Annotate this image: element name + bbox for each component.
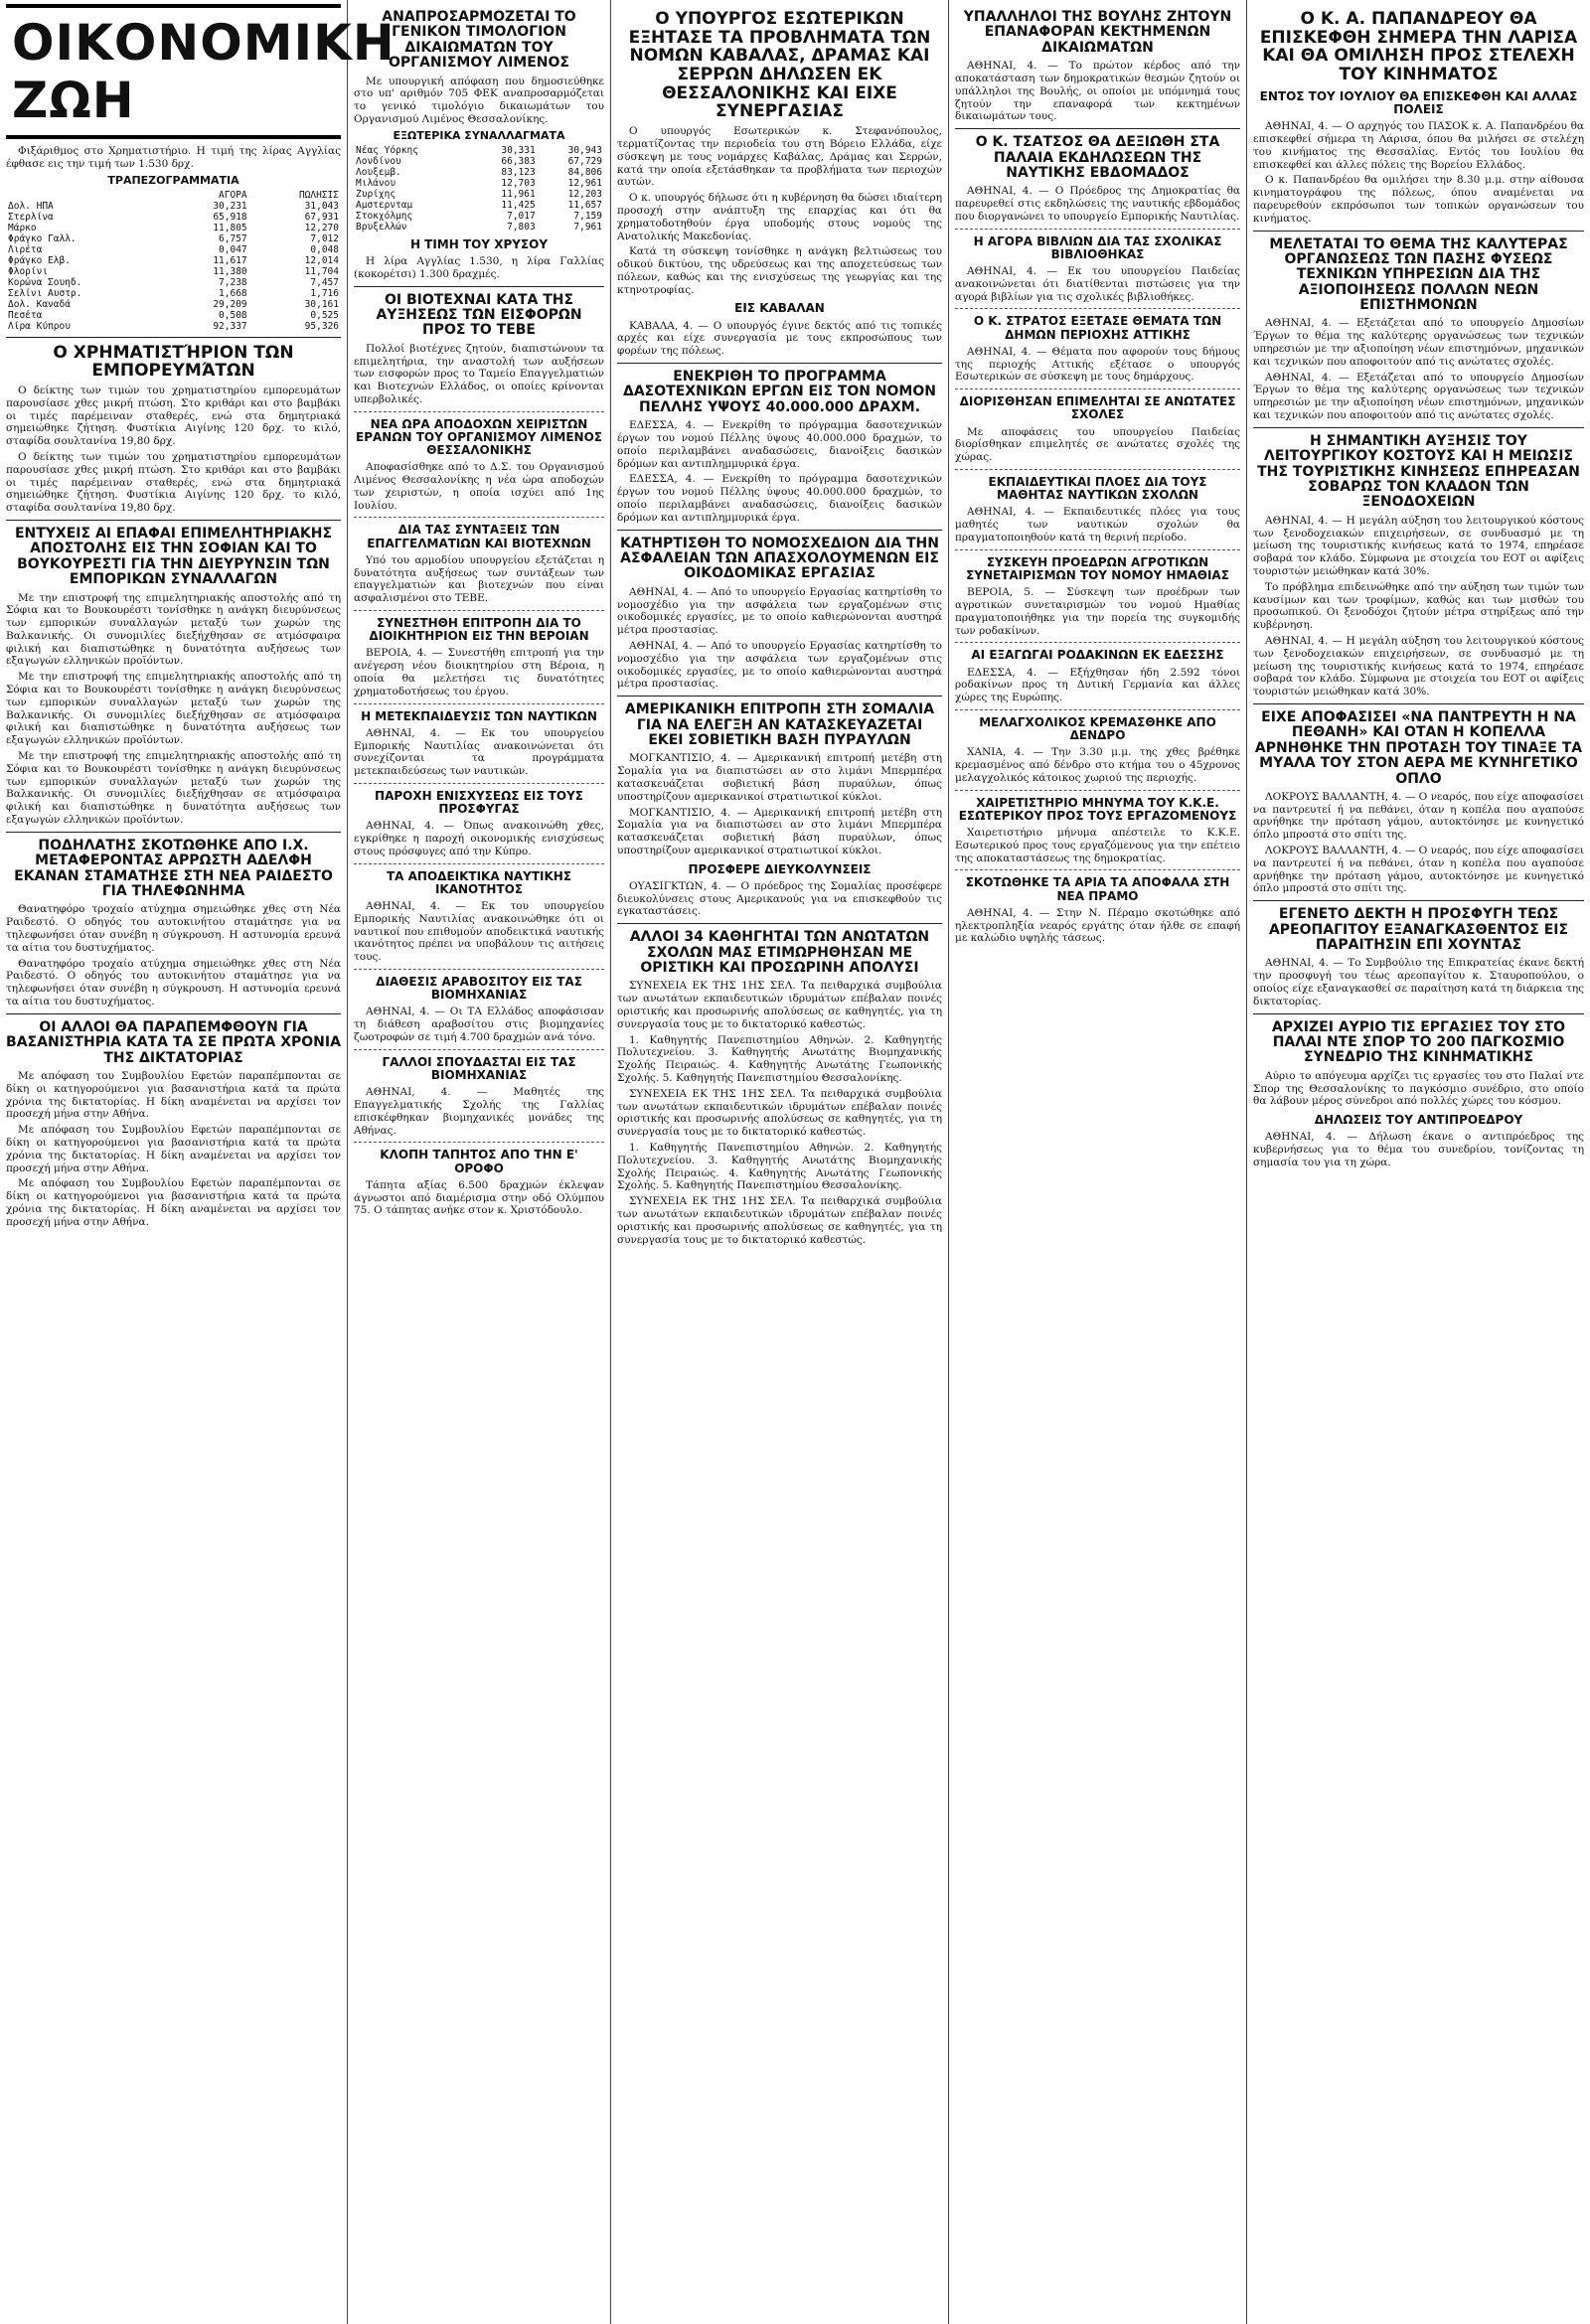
cyprus-text: Με την επιστροφή της επιμελητηριακής αποστολής από τη Σόφια και το Βουκουρέστι τονίσθηκε η ανάγκη διευρύνσεως των εμπορικών συναλλαγών μεταξύ των χωρών της Βαλκανικής. Οι συνομιλίες διεξήχθησαν σε ατμόσφαιρα φιλική και διαπιστώθηκε η δυνατότητα αυξήσεως των εξαγωγών ελληνικών προϊόντων. [6, 591, 341, 668]
table-cell: Στερλίνα [8, 211, 54, 223]
table-cell: Λουξεμβ. [356, 166, 401, 178]
nea-ora-text: Αποφασίσθηκε από το Δ.Σ. του Οργανισμού Λιμένος Θεσσαλονίκης η νέα ώρα αποδοχών των χειριστών, η οποία ισχύει από 1ης Ιουλίου. [354, 461, 604, 512]
table-cell: 12,203 [567, 188, 602, 200]
table-row [6, 212, 341, 223]
mhnyma-text: Χαιρετιστήριο μήνυμα απέστειλε το Κ.Κ.Ε. Εσωτερικού προς τους εργαζόμενους για την επέτειο της αποκαταστάσεως της δημοκρατίας. [955, 827, 1240, 864]
syskeyh-text: ΒΕΡΟΙΑ, 5. — Σύσκεψη των προέδρων των αγροτικών συνεταιρισμών του νομού Ημαθίας πραγματοποιήθηκε για την πορεία της συγκομιδής των ροδακίνων. [955, 586, 1240, 637]
table-cell: 31,043 [304, 200, 339, 212]
program-text-2: ΕΔΕΣΣΑ, 4. — Ενεκρίθη το πρόγραμμα δασοτεχνικών έργων του νομού Πέλλης ύψους 40.000.000 δραχμών, το οποίο περιλαμβάνει αναδασώσεις, διανοίξεις δασικών δρόμων και αντιπλημμυρικά έργα. [617, 473, 942, 524]
somalia-text: ΜΟΓΚΑΝΤΙΣΙΟ, 4. — Αμερικανική επιτροπή μετέβη στη Σομαλία για να διαπιστώσει αν στο λιμάνι Μπερμπέρα κατασκευάζεται σοβιετική βάση πυραύλων, όπως υποστηρίζουν αμερικανικοί στρατιωτικοί κύκλοι. [617, 752, 942, 803]
table-cell: Ζυρίχης [356, 188, 397, 200]
table-header-row [6, 190, 341, 201]
table-row [354, 200, 604, 211]
table-row [354, 156, 604, 167]
masthead: ΟΙΚΟΝΟΜΙΚΗ ΖΩΗ [6, 4, 341, 139]
table-cell: 11,704 [304, 265, 339, 277]
patera-text: ΛΟΚΡΟΥΣ ΒΑΛΛΑΝΤΗ, 4. — Ο νεαρός, που είχε αποφασίσει να παντρευτεί ή να πεθάνει, όταν η κοπέλα που αγαπούσε αρνήθηκε την πρόταση γάμου, αυτοκτόνησε με κυνηγετικό όπλο μπροστά στο σπίτι της. [1253, 790, 1584, 842]
diorism-text: Με αποφάσεις του υπουργείου Παιδείας διορίσθηκαν επιμελητές σε ανώτατες σχολές της χώρας. [955, 425, 1240, 464]
gallia-text: ΑΘΗΝΑΙ, 4. — Μαθητές της Επαγγελματικής Σχολής της Γαλλίας επισκέφθηκαν βιομηχανικές μονάδες της Αθήνας. [354, 1086, 604, 1137]
table-cell: 30,231 [213, 200, 247, 212]
column-5 [1247, 0, 1590, 2324]
torturers-text-3: Με απόφαση του Συμβουλίου Εφετών παραπέμπονται σε δίκη οι κατηγορούμενοι για βασανιστήρια κατά τα πρώτα χρόνια της δικτατορίας. Η δίκη αναμένεται να αρχίσει τον προσεχή μήνα στην Αθήνα. [6, 1177, 341, 1228]
headline-rodakina: ΑΙ ΕΞΑΓΩΓΑΙ ΡΟΔΑΚΙΝΩΝ ΕΚ ΕΔΕΣΣΗΣ [971, 648, 1224, 663]
kalytera-text: ΑΘΗΝΑΙ, 4. — Εξετάζεται από το υπουργείο Δημοσίων Έργων το θέμα της καλύτερης οργανώσεως των τεχνικών υπηρεσιών με την αξιοποίηση νέων επιστημόνων, μηχανικών και τεχνικών που αποφοιτούν από τις ανώτατες σχολές. [1253, 317, 1584, 368]
stratos-text: ΑΘΗΝΑΙ, 4. — Θέματα που αφορούν τους δήμους της περιοχής Αττικής εξέτασε ο υπουργός Εσωτερικών σε σύσκεψη με τους δημάρχους. [955, 345, 1240, 384]
table-cell: Σελίνι Αυστρ. [8, 287, 82, 299]
column-2 [348, 0, 611, 2324]
table-row [6, 201, 341, 212]
metekp-text: ΑΘΗΝΑΙ, 4. — Εκ του υπουργείου Εμπορικής Ναυτιλίας ανακοινώνεται ότι συνεχίζονται τα προγράμματα μετεκπαιδεύσεως των ναυτικών. [354, 726, 604, 778]
table-row [354, 167, 604, 178]
table-cell: Μιλάνου [356, 177, 397, 189]
table-row [354, 211, 604, 222]
column-3 [611, 0, 949, 2324]
kavala-text: ΚΑΒΑΛΑ, 4. — Ο υπουργός έγινε δεκτός από τις τοπικές αρχές και είχε συνεργασία με τους εκπροσώπους των φορέων της πόλεως. [617, 319, 942, 358]
tsatsos-text: ΑΘΗΝΑΙ, 4. — Ο Πρόεδρος της Δημοκρατίας θα παρευρεθεί στις εκδηλώσεις της ναυτικής εβδομάδος που διοργανώνει το υπουργείο Εμπορικής Ναυτιλίας. [955, 185, 1240, 223]
headline-cyprus: ΕΝΤΥΧΕΙΣ ΑΙ ΕΠΑΦΑΙ ΕΠΙΜΕΛΗΤΗΡΙΑΚΗΣ ΑΠΟΣΤΟΛΗΣ ΕΙΣ ΤΗΝ ΣΟΦΙΑΝ ΚΑΙ ΤΟ ΒΟΥΚΟΥΡΕΣΤΙ ΓΙΑ ΤΗΝ ΔΙΕΥΡΥΝΣΙΝ ΤΩΝ ΕΜΠΟΡΙΚΩΝ ΣΥΝΑΛΛΑΓΩΝ [14, 525, 333, 588]
table-cell: 11,617 [213, 254, 247, 266]
ayxhseis-text-2: Το πρόβλημα επιδεινώθηκε από την αύξηση των τιμών των καυσίμων και των τροφίμων, καθώς και των μισθών του προσωπικού. Οι ξενοδόχοι ζητούν μέτρα στηρίξεως από την κυβέρνηση. [1253, 580, 1584, 632]
rodakina-text: ΕΔΕΣΣΑ, 4. — Εξήχθησαν ήδη 2.592 τόνοι ροδακίνων προς τη Δυτική Γερμανία και άλλες χώρες της Ευρώπης. [955, 666, 1240, 704]
table-cell: 12,270 [304, 222, 339, 233]
table-cell: 7,159 [573, 210, 602, 222]
headline-dhlwseis: ΔΗΛΩΣΕΙΣ ΤΟΥ ΑΝΤΙΠΡΟΕΔΡΟΥ [1314, 1113, 1523, 1128]
papandreou-text: ΑΘΗΝΑΙ, 4. — Ο αρχηγός του ΠΑΣΟΚ κ. Α. Παπανδρέου θα επισκεφθεί σήμερα τη Λάρισα, όπου θα μιλήσει σε στελέχη του κινήματος της Θεσσαλίας. Εντός του Ιουλίου θα επισκεφθεί και άλλες πόλεις της Βορείου Ελλάδος. [1253, 120, 1584, 171]
headline-synedrio: ΑΡΧΙΖΕΙ ΑΥΡΙΟ ΤΙΣ ΕΡΓΑΣΙΕΣ ΤΟΥ ΣΤΟ ΠΑΛΑΙ ΝΤΕ ΣΠΟΡ ΤΟ 200 ΠΑΓΚΟΣΜΙΟ ΣΥΝΕΔΡΙΟ ΤΗΣ ΚΙΝΗΜΑΤΙΚΗΣ [1271, 1018, 1566, 1066]
headline-torturers: ΟΙ ΑΛΛΟΙ ΘΑ ΠΑΡΑΠΕΜΦΘΟΥΝ ΓΙΑ ΒΑΣΑΝΙΣΤΗΡΙΑ ΚΑΤΑ ΤΑ ΣΕ ΠΡΩΤΑ ΧΡΟΝΙΑ ΤΗΣ ΔΙΚΤΑΤΟΡΙΑΣ [6, 1018, 341, 1066]
headline-melagx: ΜΕΛΑΓΧΟΛΙΚΟΣ ΚΡΕΜΑΣΘΗΚΕ ΑΠΟ ΔΕΝΔΡΟ [979, 714, 1216, 743]
gold-text: Η λίρα Αγγλίας 1.530, η λίρα Γαλλίας (κοκορέτσι) 1.300 δραχμές. [354, 254, 604, 280]
table-cell: 30,331 [501, 144, 536, 156]
table-row [6, 266, 341, 277]
torturers-text: Με απόφαση του Συμβουλίου Εφετών παραπέμπονται σε δίκη οι κατηγορούμενοι για βασανιστήρια κατά τα πρώτα χρόνια της δικτατορίας. Η δίκη αναμένεται να αρχίσει τον προσεχή μήνα στην Αθήνα. [6, 1069, 341, 1121]
table-cell: 7,017 [507, 210, 536, 222]
table-row [354, 145, 604, 156]
headline-patera: ΕΙΧΕ ΑΠΟΦΑΣΙΣΕΙ «ΝΑ ΠΑΝΤΡΕΥΤΗ Η ΝΑ ΠΕΘΑΝΗ» ΚΑΙ ΟΤΑΝ Η ΚΟΠΕΛΛΑ ΑΡΝΗΘΗΚΕ ΤΗΝ ΠΡΟΤΑΣΗ ΤΟΥ ΤΙΝΑΞΕ ΤΑ ΜΥΑΛΑ ΤΟΥ ΣΤΟΝ ΑΕΡΑ ΜΕ ΚΥΝΗΓΕΤΙΚΟ ΟΠΛΟ [1254, 708, 1583, 787]
table-cell: 67,729 [567, 155, 602, 167]
papandreou-text-2: Ο κ. Παπανδρέου θα ομιλήσει την 8.30 μ.μ. στην αίθουσα κινηματογράφου της πόλεως, όπου αναμένεται να παρευρεθούν εκπρόσωποι των τοπικών οργανώσεων του κινήματος. [1253, 174, 1584, 225]
table-row [6, 244, 341, 255]
table-row [6, 299, 341, 310]
table-header-cell [6, 190, 169, 201]
headline-bourse: Ο ΧΡΗΜΑΤΙΣΤΉΡΙΟΝ ΤΩΝ ΕΜΠΟΡΕΥΜΆΤΩΝ [53, 342, 294, 382]
table-cell: 11,657 [567, 199, 602, 211]
prosfere-text: ΟΥΑΣΙΓΚΤΩΝ, 4. — Ο πρόεδρος της Σομαλίας προσέφερε διευκολύνσεις στους Αμερικανούς για να επισκεφθούν τις εγκαταστάσεις. [617, 879, 942, 918]
table-cell: 7,238 [219, 276, 247, 288]
table-cell: 30,943 [567, 144, 602, 156]
crash-text-2: Θανατηφόρο τροχαίο ατύχημα σημειώθηκε χθες στη Νέα Ραιδεστό. Ο οδηγός του αυτοκινήτου σταμάτησε για να τηλεφωνήσει όταν συνέβη η σύγκρουση. Η αστυνομία ερευνά τα αίτια του δυστυχήματος. [6, 957, 341, 1007]
headline-kloph: ΚΛΟΠΗ ΤΑΠΗΤΟΣ ΑΠΟ ΤΗΝ Ε' ΟΡΟΦΟ [380, 1148, 578, 1175]
headline-gallia: ΓΑΛΛΟΙ ΣΠΟΥΔΑΣΤΑΙ ΕΙΣ ΤΑΣ ΒΙΟΜΗΧΑΝΙΑΣ [382, 1054, 576, 1083]
program-text: ΕΔΕΣΣΑ, 4. — Ενεκρίθη το πρόγραμμα δασοτεχνικών έργων του νομού Πέλλης ύψους 40.000.000 δραχμών, το οποίο περιλαμβάνει αναδασώσεις, διανοίξεις δασικών δρόμων και αντιπλημμυρικά έργα. [617, 419, 942, 470]
table-cell: 7,961 [573, 221, 602, 232]
bourse-text: Ο δείκτης των τιμών του χρηματιστηρίου εμπορευμάτων παρουσίασε χθες μικρή πτώση. Στο κριθάρι και στο βαμβάκι οι τιμές παρέμειναν σταθερές, ενώ στα δημητριακά σημειώθηκε ζήτηση. Φυστίκια Αιγίνης 120 δρχ. το κιλό, σταφίδα σουλτανίνα 19,80 δρχ. [6, 384, 341, 448]
rates-title: ΤΡΑΠΕΖΟΓΡΑΜΜΑΤΙΑ [107, 173, 239, 187]
table-cell: Λονδίνου [356, 155, 401, 167]
table-cell: Φράγκο Γαλλ. [8, 232, 77, 244]
table-cell: 84,806 [567, 166, 602, 178]
kalytera-text-2: ΑΘΗΝΑΙ, 4. — Εξετάζεται από το υπουργείο Δημοσίων Έργων το θέμα της καλύτερης οργανώσεως των τεχνικών υπηρεσιών με την αξιοποίηση νέων επιστημόνων, μηχανικών και τεχνικών που αποφοιτούν από τις ανώτατες σχολές. [1253, 371, 1584, 422]
table-cell: Πεσέτα [8, 309, 43, 321]
kloph-text: Τάπητα αξίας 6.500 δραχμών έκλεψαν άγνωστοι από διαμέρισμα στην οδό Ολύμπου 75. Ο τάπητας ανήκε στον κ. Χριστόδουλο. [354, 1178, 604, 1217]
table-cell: 67,931 [304, 211, 339, 223]
somalia-text-2: ΜΟΓΚΑΝΤΙΣΙΟ, 4. — Αμερικανική επιτροπή μετέβη στη Σομαλία για να διαπιστώσει αν στο λιμάνι Μπερμπέρα κατασκευάζεται σοβιετική βάση πυραύλων, όπως υποστηρίζουν αμερικανικοί στρατιωτικοί κύκλοι. [617, 806, 942, 856]
dhlwseis-text: ΑΘΗΝΑΙ, 4. — Δήλωση έκανε ο αντιπρόεδρος της κυβερνήσεως για το θέμα του συνεδρίου, τονίζοντας τη σημασία του για τη χώρα. [1253, 1131, 1584, 1168]
table-cell: Φλορίνι [8, 265, 49, 277]
table-cell: 11,380 [213, 265, 247, 277]
headline-ekpaid: ΕΚΠΑΙΔΕΥΤΙΚΑΙ ΠΛΟΕΣ ΔΙΑ ΤΟΥΣ ΜΑΘΗΤΑΣ ΝΑΥΤΙΚΩΝ ΣΧΟΛΩΝ [988, 475, 1207, 503]
table-row [6, 223, 341, 233]
table-cell: 7,457 [310, 276, 339, 288]
paroxi-text: ΑΘΗΝΑΙ, 4. — Όπως ανακοινώθη χθες, εγκρίθηκε η παροχή οικονομικής ενισχύσεως στους πρόσφυγες από την Κύπρο. [354, 820, 604, 857]
table-cell: 12,014 [304, 254, 339, 266]
table-cell: 0,508 [219, 309, 247, 321]
table-cell: 12,961 [567, 177, 602, 189]
headline-paroxi: ΠΑΡΟΧΗ ΕΝΙΣΧΥΣΕΩΣ ΕΙΣ ΤΟΥΣ ΠΡΟΣΦΥΓΑΣ [375, 788, 583, 817]
biotech-text: Πολλοί βιοτέχνες ζητούν, διαπιστώνουν τα επιμελητήρια, την αναστολή των αυξήσεων των εισφορών προς το Ταμείο Επαγγελματιών και Βιοτεχνών Ελλάδος, οι οποίες κρίνονται υπερβολικές. [354, 342, 604, 405]
arab-text: ΑΘΗΝΑΙ, 4. — Οι ΤΑ Ελλάδος αποφάσισαν τη διάθεση αραβοσίτου στις βιομηχανίες ζωοτροφών σε τιμή 4.700 δραχμών ανά τόνο. [354, 1006, 604, 1044]
table-cell: 83,123 [501, 166, 536, 178]
cyprus-text-2: Με την επιστροφή της επιμελητηριακής αποστολής από τη Σόφια και το Βουκουρέστι τονίσθηκε η ανάγκη διευρύνσεως των εμπορικών συναλλαγών μεταξύ των χωρών της Βαλκανικής. Οι συνομιλίες διεξήχθησαν σε ατμόσφαιρα φιλική και διαπιστώθηκε η δυνατότητα αυξήσεως των εξαγωγών ελληνικών προϊόντων. [6, 671, 341, 747]
minister-text-3: Κατά τη σύσκεψη τονίσθηκε η ανάγκη βελτιώσεως του οδικού δικτύου, της υδρεύσεως και της αποχετεύσεως των πόλεων, καθώς και της ενισχύσεως της γεωργίας και της κτηνοτροφίας. [617, 245, 942, 296]
headline-program: ΕΝΕΚΡΙΘΗ ΤΟ ΠΡΟΓΡΑΜΜΑ ΔΑΣΟΤΕΧΝΙΚΩΝ ΕΡΓΩΝ ΕΙΣ ΤΟΝ ΝΟΜΟΝ ΠΕΛΛΗΣ ΥΨΟΥΣ 40.000.000 ΔΡΑΧΜ. [623, 369, 936, 415]
headline-biotech: ΟΙ ΒΙΟΤΕΧΝΑΙ ΚΑΤΑ ΤΗΣ ΑΥΞΗΣΕΩΣ ΤΩΝ ΕΙΣΦΟΡΩΝ ΠΡΟΣ ΤΟ ΤΕΒΕ [376, 291, 582, 339]
headline-crash: ΠΟΔΗΛΑΤΗΣ ΣΚΟΤΩΘΗΚΕ ΑΠΟ Ι.Χ. ΜΕΤΑΦΕΡΟΝΤΑΣ ΑΡΡΩΣΤΗ ΑΔΕΛΦΗ ΕΚΑΝΑΝ ΣΤΑΜΑΤΗΣΕ ΣΤΗ ΝΕΑ ΡΑΙΔΕΣΤΟ ΓΙΑ ΤΗΛΕΦΩΝΗΜΑ [14, 837, 333, 900]
table-row [354, 178, 604, 189]
kathig-text: ΣΥΝΕΧΕΙΑ ΕΚ ΤΗΣ 1ΗΣ ΣΕΛ. Τα πειθαρχικά συμβούλια των ανωτάτων εκπαιδευτικών ιδρυμάτων επέβαλαν ποινές οριστικής και προσωρινής απολύσεως σε καθηγητές, για τη συνεργασία τους με το δικτατορικό καθεστώς. [617, 980, 942, 1030]
headline-minister: Ο ΥΠΟΥΡΓΟΣ ΕΣΩΤΕΡΙΚΩΝ ΕΞΗΤΑΣΕ ΤΑ ΠΡΟΒΛΗΜΑΤΑ ΤΩΝ ΝΟΜΩΝ ΚΑΒΑΛΑΣ, ΔΡΑΜΑΣ ΚΑΙ ΣΕΡΡΩΝ ΔΗΛΩΣΕΝ ΕΚ ΘΕΣΣΑΛΟΝΙΚΗΣ ΚΑΙ ΕΙΧΕ ΣΥΝΕΡΓΑΣΙΑΣ [628, 9, 931, 122]
headline-tsatsos: Ο Κ. ΤΣΑΤΣΟΣ ΘΑ ΔΕΞΙΩΘΗ ΣΤΑ ΠΑΛΑΙΑ ΕΚΔΗΛΩΣΕΩΝ ΤΗΣ ΝΑΥΤΙΚΗΣ ΕΒΔΟΜΑΔΟΣ [975, 134, 1220, 181]
subheadline-papandreou: ΕΝΤΟΣ ΤΟΥ ΙΟΥΛΙΟΥ ΘΑ ΕΠΙΣΚΕΦΘΗ ΚΑΙ ΑΛΛΑΣ ΠΟΛΕΙΣ [1259, 88, 1578, 116]
table-cell: Δολ. Καναδά [8, 298, 71, 310]
headline-vivlia: Η ΑΓΟΡΑ ΒΙΒΛΙΩΝ ΔΙΑ ΤΑΣ ΣΧΟΛΙΚΑΣ ΒΙΒΛΙΟΘΗΚΑΣ [973, 233, 1222, 261]
headline-prosfere: ΠΡΟΣΦΕΡΕ ΔΙΕΥΚΟΛΥΝΣΕΙΣ [688, 861, 872, 876]
nomosx-text: ΑΘΗΝΑΙ, 4. — Από το υπουργείο Εργασίας κατηρτίσθη το νομοσχέδιο για την ασφάλεια των εργαζομένων στις οικοδομικές εργασίες, με το οποίο καθιερώνονται αυστηρά μέτρα προστασίας. [617, 585, 942, 637]
table-cell: 92,337 [213, 320, 247, 332]
table-header-cell: ΑΓΟΡΑ [219, 189, 247, 201]
fx-title: ΕΞΩΤΕΡΙΚΑ ΣΥΝΑΛΛΑΓΜΑΤΑ [393, 128, 565, 142]
table-cell: Λιρέτα [8, 243, 43, 255]
fx-table [354, 145, 604, 232]
table-cell: Κορώνα Σουηδ. [8, 276, 82, 288]
table-cell: 29,209 [213, 298, 247, 310]
headline-papandreou: Ο Κ. Α. ΠΑΠΑΝΔΡΕΟΥ ΘΑ ΕΠΙΣΚΕΦΘΗ ΣΗΜΕΡΑ ΤΗΝ ΛΑΡΙΣΑ ΚΑΙ ΘΑ ΟΜΙΛΗΣΗ ΠΡΟΣ ΣΤΕΛΕΧΗ ΤΟΥ ΚΙΝΗΜΑΤΟΣ [1259, 9, 1578, 85]
headline-anaprosarm: ΑΝΑΠΡΟΣΑΡΜΟΖΕΤΑΙ ΤΟ ΓΕΝΙΚΟΝ ΤΙΜΟΛΟΓΙΟΝ ΔΙΚΑΙΩΜΑΤΩΝ ΤΟΥ ΟΡΓΑΝΙΣΜΟΥ ΛΙΜΕΝΟΣ [382, 9, 576, 72]
headline-tameia: ΔΙΑ ΤΑΣ ΣΥΝΤΑΞΕΙΣ ΤΩΝ ΕΠΑΓΓΕΛΜΑΤΙΩΝ ΚΑΙ ΒΙΟΤΕΧΝΩΝ [367, 523, 591, 550]
minister-text-1: Ο υπουργός Εσωτερικών κ. Στεφανόπουλος, τερματίζοντας την περιοδεία του στη Βόρειο Ελλάδα, είχε σύσκεψη με τους νομάρχες Καβάλας, Δράμας και Σερρών, κατά την οποία εξετάσθηκαν τα προβλήματα των περιοχών αυτών. [617, 125, 942, 189]
torturers-text-2: Με απόφαση του Συμβουλίου Εφετών παραπέμπονται σε δίκη οι κατηγορούμενοι για βασανιστήρια κατά τα πρώτα χρόνια της δικτατορίας. Η δίκη αναμένεται να αρχίσει τον προσεχή μήνα στην Αθήνα. [6, 1124, 341, 1174]
minister-text-2: Ο κ. υπουργός δήλωσε ότι η κυβέρνηση θα δώσει ιδιαίτερη προσοχή στην ανάπτυξη της επαρχίας και ότι θα χρηματοδοτηθούν έργα υποδομής στους νομούς της Ανατολικής Μακεδονίας. [617, 192, 942, 242]
headline-somalia: ΑΜΕΡΙΚΑΝΙΚΗ ΕΠΙΤΡΟΠΗ ΣΤΗ ΣΟΜΑΛΙΑ ΓΙΑ ΝΑ ΕΛΕΓΞΗ ΑΝ ΚΑΤΑΣΚΕΥΑΖΕΤΑΙ ΕΚΕΙ ΣΟΒΙΕΤΙΚΗ ΒΑΣΗ ΠΥΡΑΥΛΩΝ [624, 701, 935, 748]
synest-text: ΒΕΡΟΙΑ, 4. — Συνεστήθη επιτροπή για την ανέγερση νέου διοικητηρίου στη Βέροια, η οποία θα μελετήσει τις δυνατότητες χρηματοδοτήσεως του έργου. [354, 647, 604, 697]
vivlia-text: ΑΘΗΝΑΙ, 4. — Εκ του υπουργείου Παιδείας ανακοινώνεται ότι διατίθενται πιστώσεις για την αγορά βιβλίων για τις σχολικές βιβλιοθήκες. [955, 265, 1240, 303]
table-row [354, 189, 604, 200]
headline-nomosx: ΚΑΤΗΡΤΙΣΘΗ ΤΟ ΝΟΜΟΣΧΕΔΙΟΝ ΔΙΑ ΤΗΝ ΑΣΦΑΛΕΙΑΝ ΤΩΝ ΑΠΑΣΧΟΛΟΥΜΕΝΩΝ ΕΙΣ ΟΙΚΟΔΟΜΙΚΑΣ ΕΡΓΑΣΙΑΣ [620, 535, 939, 582]
table-row [354, 222, 604, 232]
crash-text: Θανατηφόρο τροχαίο ατύχημα σημειώθηκε χθες στη Νέα Ραιδεστό. Ο οδηγός του αυτοκινήτου σταμάτησε για να τηλεφωνήσει όταν συνέβη η σύγκρουση. Η αστυνομία ερευνά τα αίτια του δυστυχήματος. [6, 903, 341, 954]
intro-text: Φιξάριθμος στο Χρηματιστήριο. Η τιμή της λίρας Αγγλίας έφθασε εις την τιμή των 1.530 δρχ. [6, 145, 341, 170]
table-header-cell: ΠΩΛΗΣΙΣ [298, 189, 339, 201]
patera-text-2: ΛΟΚΡΟΥΣ ΒΑΛΛΑΝΤΗ, 4. — Ο νεαρός, που είχε αποφασίσει να παντρευτεί ή να πεθάνει, όταν η κοπέλα που αγαπούσε αρνήθηκε την πρόταση γάμου, αυτοκτόνησε με κυνηγετικό όπλο μπροστά στο σπίτι της. [1253, 845, 1584, 895]
headline-metekp: Η ΜΕΤΕΚΠΑΙΔΕΥΣΙΣ ΤΩΝ ΝΑΥΤΙΚΩΝ [361, 708, 597, 723]
headline-kavala: ΕΙΣ ΚΑΒΑΛΑΝ [734, 301, 825, 316]
headline-kathig: ΑΛΛΟΙ 34 ΚΑΘΗΓΗΤΑΙ ΤΩΝ ΑΝΩΤΑΤΩΝ ΣΧΟΛΩΝ ΜΑΣ ΕΤΙΜΩΡΗΘΗΣΑΝ ΜΕ ΟΡΙΣΤΙΚΗ ΚΑΙ ΠΡΟΣΩΡΙΝΗ ΑΠΟΛΥΣΙ [629, 929, 930, 977]
rates-table [6, 190, 341, 332]
ayxhseis-text: ΑΘΗΝΑΙ, 4. — Η μεγάλη αύξηση του λειτουργικού κόστους των ξενοδοχειακών επιχειρήσεων, σε συνδυασμό με τη μείωση της τουριστικής κινήσεως κατά το 1974, επηρέασε σοβαρά τον κλάδο. Σύμφωνα με στοιχεία του ΕΟΤ οι αφίξεις τουριστών μειώθηκαν κατά 30%. [1253, 514, 1584, 577]
table-cell: 0,525 [310, 309, 339, 321]
headline-synest: ΣΥΝΕΣΤΗΘΗ ΕΠΙΤΡΟΠΗ ΔΙΑ ΤΟ ΔΙΟΙΚΗΤΗΡΙΟΝ ΕΙΣ ΤΗΝ ΒΕΡΟΙΑΝ [369, 616, 589, 644]
table-cell: 7,803 [507, 221, 536, 232]
nomosx-text-2: ΑΘΗΝΑΙ, 4. — Από το υπουργείο Εργασίας κατηρτίσθη το νομοσχέδιο για την ασφάλεια των εργαζομένων στις οικοδομικές εργασίες, με το οποίο καθιερώνονται αυστηρά μέτρα προστασίας. [617, 639, 942, 691]
ayxhseis-text-3: ΑΘΗΝΑΙ, 4. — Η μεγάλη αύξηση του λειτουργικού κόστους των ξενοδοχειακών επιχειρήσεων, σε συνδυασμό με τη μείωση της τουριστικής κινήσεως κατά το 1974, επηρέασε σοβαρά τον κλάδο. Σύμφωνα με στοιχεία του ΕΟΤ οι αφίξεις τουριστών μειώθηκαν κατά 30%. [1253, 634, 1584, 698]
column-4 [949, 0, 1247, 2324]
table-cell: 95,326 [304, 320, 339, 332]
table-cell: Στοκχόλμης [356, 210, 413, 222]
headline-ypallhloi: ΥΠΑΛΛΗΛΟΙ ΤΗΣ ΒΟΥΛΗΣ ΖΗΤΟΥΝ ΕΠΑΝΑΦΟΡΑΝ ΚΕΚΤΗΜΕΝΩΝ ΔΙΚΑΙΩΜΑΤΩΝ [963, 9, 1232, 56]
ekpaid-text: ΑΘΗΝΑΙ, 4. — Εκπαιδευτικές πλόες για τους μαθητές των ναυτικών σχολών θα πραγματοποιηθούν κατά τη θερινή περίοδο. [955, 506, 1240, 543]
table-row [6, 321, 341, 332]
headline-gold: Η ΤΙΜΗ ΤΟΥ ΧΡΥΣΟΥ [409, 236, 549, 251]
table-cell: 7,012 [310, 232, 339, 244]
headline-skotwsan: ΣΚΟΤΩΘΗΚΕ ΤΑ ΑΡΙΑ ΤΑ ΑΠΟΦΑΛΑ ΣΤΗ ΝΕΑ ΠΡΑΜΟ [965, 875, 1230, 903]
headline-areop: ΕΓΕΝΕΤΟ ΔΕΚΤΗ Η ΠΡΟΣΦΥΓΗ ΤΕΩΣ ΑΡΕΟΠΑΓΙΤΟΥ ΕΞΑΝΑΓΚΑΣΘΕΝΤΟΣ ΕΙΣ ΠΑΡΑΙΤΗΣΙΝ ΕΠΙ ΧΟΥΝΤΑΣ [1268, 906, 1569, 954]
table-cell: 11,961 [501, 188, 536, 200]
table-cell: 66,383 [501, 155, 536, 167]
headline-ayxhseis: Η ΣΗΜΑΝΤΙΚΗ ΑΥΞΗΣΙΣ ΤΟΥ ΛΕΙΤΟΥΡΓΙΚΟΥ ΚΟΣΤΟΥΣ ΚΑΙ Η ΜΕΙΩΣΙΣ ΤΗΣ ΤΟΥΡΙΣΤΙΚΗΣ ΚΙΝΗΣΕΩΣ ΕΠΗΡΕΑΣΑΝ ΣΟΒΑΡΩΣ ΤΟΝ ΚΛΑΔΟΝ ΤΩΝ ΞΕΝΟΔΟΧΕΙΩΝ [1257, 432, 1580, 511]
table-row [6, 255, 341, 266]
table-cell: 6,757 [219, 232, 247, 244]
headline-stratos: Ο Κ. ΣΤΡΑΤΟΣ ΕΞΕΤΑΣΕ ΘΕΜΑΤΑ ΤΩΝ ΔΗΜΩΝ ΠΕΡΙΟΧΗΣ ΑΤΤΙΚΗΣ [973, 314, 1222, 342]
cyprus-text-3: Με την επιστροφή της επιμελητηριακής αποστολής από τη Σόφια και το Βουκουρέστι τονίσθηκε η ανάγκη διευρύνσεως των εμπορικών συναλλαγών μεταξύ των χωρών της Βαλκανικής. Οι συνομιλίες διεξήχθησαν σε ατμόσφαιρα φιλική και διαπιστώθηκε η δυνατότητα αυξήσεως των εξαγωγών ελληνικών προϊόντων. [6, 750, 341, 827]
table-row [6, 288, 341, 299]
apod-text: ΑΘΗΝΑΙ, 4. — Εκ του υπουργείου Εμπορικής Ναυτιλίας ανακοινώθηκε ότι οι ναυτικοί που επιθυμούν αποδεικτικά ναυτικής ικανότητος πρέπει να υποβάλουν τις αιτήσεις τους. [354, 900, 604, 964]
ypallhloi-text: ΑΘΗΝΑΙ, 4. — Το πρώτον κέρδος από την αποκατάσταση των δημοκρατικών θεσμών ζητούν οι υπάλληλοι της Βουλής, οι οποίοι με υπόμνημά τους ζητούν την επαναφορά των κεκτημένων δικαιωμάτων τους. [955, 60, 1240, 123]
kathig-text-3: ΣΥΝΕΧΕΙΑ ΕΚ ΤΗΣ 1ΗΣ ΣΕΛ. Τα πειθαρχικά συμβούλια των ανωτάτων εκπαιδευτικών ιδρυμάτων επέβαλαν ποινές οριστικής και προσωρινής απολύσεως σε καθηγητές, για τη συνεργασία τους με το δικτατορικό καθεστώς. [617, 1195, 942, 1246]
headline-syskeyh: ΣΥΣΚΕΥΗ ΠΡΟΕΔΡΩΝ ΑΓΡΟΤΙΚΩΝ ΣΥΝΕΤΑΙΡΙΣΜΩΝ ΤΟΥ ΝΟΜΟΥ ΗΜΑΘΙΑΣ [966, 554, 1229, 582]
melagx-text: ΧΑΝΙΑ, 4. — Την 3.30 μ.μ. της χθες βρέθηκε κρεμασμένος από δένδρο στο κτήμα του ο 45χρονος μελαγχολικός κάτοικος χωριού της περιοχής. [955, 746, 1240, 784]
table-cell: Βρυξελλών [356, 221, 407, 232]
synedrio-text: Αύριο το απόγευμα αρχίζει τις εργασίες του στο Παλαί ντε Σπορ της Θεσσαλονίκης το παγκόσμιο συνέδριο, στο οποίο θα λάβουν μέρος σύνεδροι από πολλές χώρες του κόσμου. [1253, 1069, 1584, 1108]
anaprosarm-text: Με υπουργική απόφαση που δημοσιεύθηκε στο υπ' αριθμόν 705 ΦΕΚ αναπροσαρμόζεται το γενικό τιμολόγιο δικαιωμάτων του Οργανισμού Λιμένος Θεσσαλονίκης. [354, 75, 604, 125]
table-cell: 1,716 [310, 287, 339, 299]
table-cell: 1,668 [219, 287, 247, 299]
table-cell: Δολ. ΗΠΑ [8, 200, 54, 212]
headline-nea-ora: ΝΕΑ ΩΡΑ ΑΠΟΔΟΧΩΝ ΧΕΙΡΙΣΤΩΝ ΕΡΑΝΩΝ ΤΟΥ ΟΡΓΑΝΙΣΜΟΥ ΛΙΜΕΝΟΣ ΘΕΣΣΑΛΟΝΙΚΗΣ [356, 416, 602, 458]
kathig-text-2: ΣΥΝΕΧΕΙΑ ΕΚ ΤΗΣ 1ΗΣ ΣΕΛ. Τα πειθαρχικά συμβούλια των ανωτάτων εκπαιδευτικών ιδρυμάτων επέβαλαν ποινές οριστικής και προσωρινής απολύσεως σε καθηγητές, για τη συνεργασία τους με το δικτατορικό καθεστώς. [617, 1087, 942, 1139]
table-cell: 11,805 [213, 222, 247, 233]
table-cell: Λίρα Κύπρου [8, 320, 71, 332]
tameia-text: Υπό του αρμοδίου υπουργείου εξετάζεται η δυνατότητα αυξήσεως των συντάξεων των επαγγελματιών και βιοτεχνών που είναι ασφαλισμένοι στο ΤΕΒΕ. [354, 553, 604, 605]
skotwsan-text: ΑΘΗΝΑΙ, 4. — Στην Ν. Πέραμο σκοτώθηκε από ηλεκτροπληξία νεαρός εργάτης όταν ήλθε σε επαφή με καλώδιο υψηλής τάσεως. [955, 906, 1240, 945]
headline-arab: ΔΙΑΘΕΣΙΣ ΑΡΑΒΟΣΙΤΟΥ ΕΙΣ ΤΑΣ ΒΙΟΜΗΧΑΝΙΑΣ [376, 975, 582, 1003]
headline-apod: ΤΑ ΑΠΟΔΕΙΚΤΙΚΑ ΝΑΥΤΙΚΗΣ ΙΚΑΝΟΤΗΤΟΣ [386, 868, 572, 896]
kathig-list: 1. Καθηγητής Πανεπιστημίου Αθηνών. 2. Καθηγητής Πολυτεχνείου. 3. Καθηγητής Ανωτάτης Βιομηχανικής Σχολής Πειραιώς. 4. Καθηγητής Ανωτάτης Γεωπονικής Σχολής. 5. Καθηγητής Πανεπιστημίου Θεσσαλονίκης. [617, 1033, 942, 1085]
headline-diorism: ΔΙΟΡΙΣΘΗΣΑΝ ΕΠΙΜΕΛΗΤΑΙ ΣΕ ΑΝΩΤΑΤΕΣ ΣΧΟΛΕΣ [959, 394, 1236, 422]
table-cell: 12,703 [501, 177, 536, 189]
table-cell: Φράγκο Ελβ. [8, 254, 71, 266]
table-row [6, 310, 341, 321]
kathig-list-2: 1. Καθηγητής Πανεπιστημίου Αθηνών. 2. Καθηγητής Πολυτεχνείου. 3. Καθηγητής Ανωτάτης Βιομηχανικής Σχολής Πειραιώς. 4. Καθηγητής Ανωτάτης Γεωπονικής Σχολής. 5. Καθηγητής Πανεπιστημίου Θεσσαλονίκης. [617, 1142, 942, 1192]
areop-text: ΑΘΗΝΑΙ, 4. — Το Συμβούλιο της Επικρατείας έκανε δεκτή την προσφυγή του τέως αρεοπαγίτου κ. Σταυροπούλου, ο οποίος είχε εξαναγκασθεί σε παραίτηση κατά τη διάρκεια της δικτατορίας. [1253, 957, 1584, 1007]
table-cell: Αμστερνταμ [356, 199, 413, 211]
table-cell: 0,048 [310, 243, 339, 255]
table-cell: 65,918 [213, 211, 247, 223]
headline-kalytera: ΜΕΛΕΤΑΤΑΙ ΤΟ ΘΕΜΑ ΤΗΣ ΚΑΛΥΤΕΡΑΣ ΟΡΓΑΝΩΣΕΩΣ ΤΩΝ ΠΑΣΗΣ ΦΥΣΕΩΣ ΤΕΧΝΙΚΩΝ ΥΠΗΡΕΣΙΩΝ ΔΙΑ ΤΗΣ ΑΞΙΟΠΟΙΗΣΕΩΣ ΠΟΛΛΩΝ ΝΕΩΝ ΕΠΙΣΤΗΜΟΝΩΝ [1269, 235, 1568, 314]
table-row [6, 277, 341, 288]
table-row [6, 233, 341, 244]
headline-mhnyma: ΧΑΙΡΕΤΙΣΤΗΡΙΟ ΜΗΝΥΜΑ ΤΟΥ Κ.Κ.Ε. ΕΣΩΤΕΡΙΚΟΥ ΠΡΟΣ ΤΟΥΣ ΕΡΓΑΖΟΜΕΝΟΥΣ [958, 795, 1237, 823]
table-cell: 0,047 [219, 243, 247, 255]
table-cell: 30,161 [304, 298, 339, 310]
bourse-text-2: Ο δείκτης των τιμών του χρηματιστηρίου εμπορευμάτων παρουσίασε χθες μικρή πτώση. Στο κριθάρι και στο βαμβάκι οι τιμές παρέμειναν σταθερές, ενώ στα δημητριακά σημειώθηκε ζήτηση. Φυστίκια Αιγίνης 120 δρχ. το κιλό, σταφίδα σουλτανίνα 19,80 δρχ. [6, 450, 341, 515]
table-cell: Νέας Υόρκης [356, 144, 418, 156]
table-cell: Μάρκο [8, 222, 37, 233]
table-cell: 11,425 [501, 199, 536, 211]
